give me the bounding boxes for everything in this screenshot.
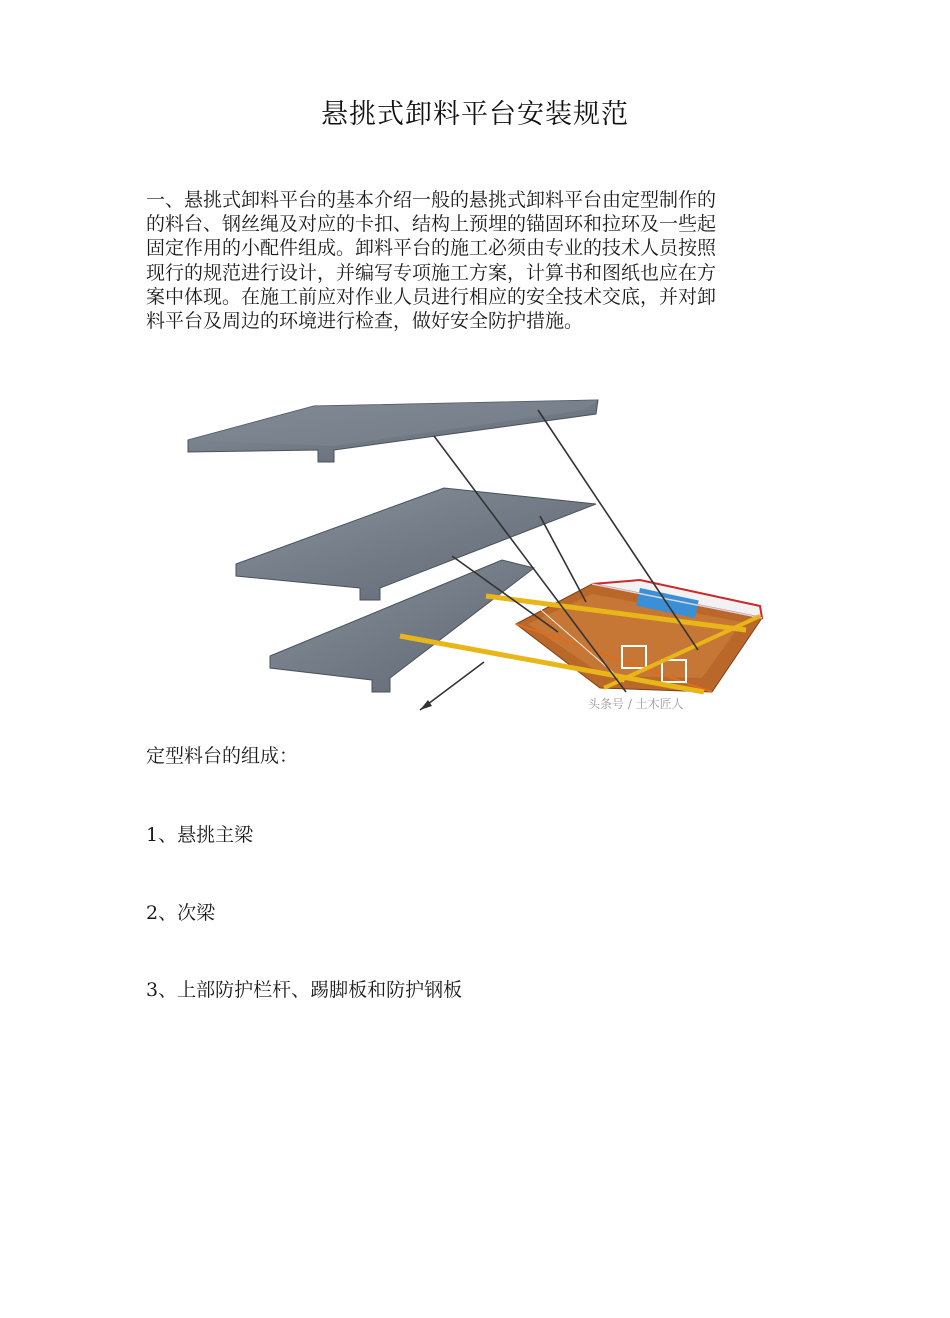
platform-illustration	[184, 392, 770, 722]
floor-slab-middle	[236, 488, 596, 600]
list-item: 3、上部防护栏杆、踢脚板和防护钢板	[146, 979, 463, 1001]
list-item: 1、悬挑主梁	[146, 824, 254, 846]
floor-slab-top	[188, 400, 598, 462]
platform-illustration-svg	[184, 392, 770, 722]
intro-line: 的料台、钢丝绳及对应的卡扣、结构上预埋的锚固环和拉环及一些起	[146, 213, 717, 236]
intro-line: 固定作用的小配件组成。卸料平台的施工必须由专业的技术人员按照	[146, 237, 717, 260]
intro-line: 现行的规范进行设计，并编写专项施工方案，计算书和图纸也应在方	[146, 261, 717, 284]
list-item: 2、次梁	[146, 902, 216, 924]
intro-line: 料平台及周边的环境进行检查，做好安全防护措施。	[146, 310, 584, 333]
intro-line: 案中体现。在施工前应对作业人员进行相应的安全技术交底，并对卸	[146, 285, 717, 308]
section-heading: 定型料台的组成：	[146, 745, 299, 767]
intro-line: 一、悬挑式卸料平台的基本介绍一般的悬挑式卸料平台由定型制作的	[146, 189, 717, 211]
figure-watermark: 头条号 / 土木匠人	[588, 697, 684, 711]
intro-paragraph	[146, 188, 806, 333]
document-title: 悬挑式卸料平台安装规范	[321, 99, 629, 130]
